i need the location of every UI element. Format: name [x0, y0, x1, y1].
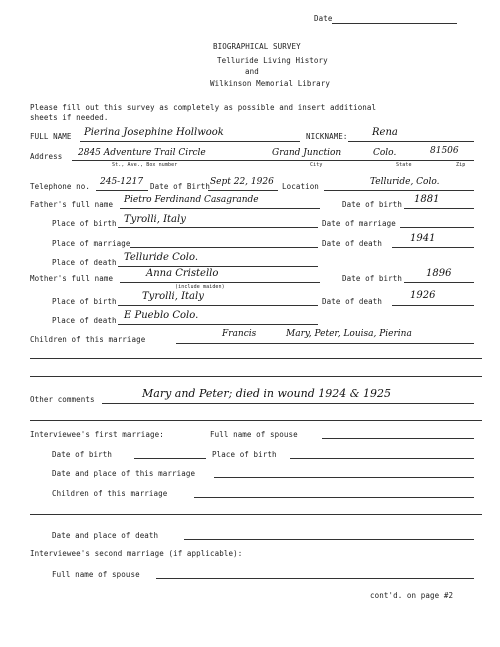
- nickname-label: NICKNAME:: [306, 132, 348, 141]
- date-label: Date: [314, 14, 333, 23]
- father-pom-line: [130, 247, 318, 248]
- nickname-line: [348, 141, 474, 142]
- father-name-line: [120, 208, 320, 209]
- comments-line-1: [102, 403, 474, 404]
- address-label: Address: [30, 152, 63, 161]
- spouse-dob-line: [134, 458, 206, 459]
- street-value[interactable]: 2845 Adventure Trail Circle: [78, 148, 206, 158]
- father-pod-line: [118, 266, 318, 267]
- form-title: BIOGRAPHICAL SURVEY: [213, 42, 301, 51]
- marriage-children-label: Children of this marriage: [52, 489, 168, 498]
- mother-name-line: [120, 282, 320, 283]
- spouse-dob-label: Date of birth: [52, 450, 112, 459]
- spouse-pob-label: Place of birth: [212, 450, 277, 459]
- spouse-pob-line: [290, 458, 474, 459]
- form-subtitle-3: Wilkinson Memorial Library: [210, 79, 330, 88]
- spouse-death-label: Date and place of death: [52, 531, 159, 540]
- children-line-3: [30, 376, 482, 377]
- address-sublabel: St., Ave., Box number: [112, 162, 178, 168]
- mother-dod-line: [392, 305, 474, 306]
- father-dod-line: [392, 247, 474, 248]
- father-dom-label: Date of marriage: [322, 219, 396, 228]
- children-line-1: [176, 343, 474, 344]
- mother-pob-label: Place of birth: [52, 297, 117, 306]
- children-value-1[interactable]: Francis: [222, 329, 257, 339]
- full-name-value[interactable]: Pierina Josephine Hollwook: [84, 127, 224, 138]
- father-dob-line: [404, 208, 474, 209]
- mother-dob-label: Date of birth: [342, 274, 402, 283]
- second-marriage-label: Interviewee's second marriage (if applicable):: [30, 549, 243, 558]
- first-marriage-label: Interviewee's first marriage:: [30, 430, 164, 439]
- children-value-2[interactable]: Mary, Peter, Louisa, Pierina: [286, 329, 412, 339]
- marriage-date-place-label: Date and place of this marriage: [52, 469, 196, 478]
- father-dod-label: Date of death: [322, 239, 382, 248]
- date-line: [332, 23, 457, 24]
- marriage-date-place-line: [214, 477, 474, 478]
- father-pod-label: Place of death: [52, 258, 117, 267]
- instructions-line-2: sheets if needed.: [30, 113, 109, 122]
- birth-date-label: Date of Birth: [150, 182, 210, 191]
- zip-sublabel: Zip: [456, 162, 466, 168]
- full-name-line: [80, 141, 300, 142]
- mother-name-value[interactable]: Anna Cristello: [146, 268, 219, 279]
- telephone-line: [96, 190, 148, 191]
- spouse-death-line: [184, 539, 474, 540]
- father-name-value[interactable]: Pietro Ferdinand Casagrande: [124, 195, 259, 205]
- mother-pod-line: [118, 324, 318, 325]
- mother-pod-label: Place of death: [52, 316, 117, 325]
- form-subtitle-1: Telluride Living History: [217, 56, 328, 65]
- father-dod-value[interactable]: 1941: [410, 233, 436, 244]
- city-value[interactable]: Grand Junction: [272, 148, 342, 158]
- father-pob-line: [118, 227, 318, 228]
- spouse2-name-line: [156, 578, 474, 579]
- zip-value[interactable]: 81506: [430, 146, 459, 156]
- father-pom-label: Place of marriage: [52, 239, 131, 248]
- form-subtitle-2: and: [245, 67, 259, 76]
- father-dob-label: Date of birth: [342, 200, 402, 209]
- mother-dod-label: Date of death: [322, 297, 382, 306]
- marriage-children-line-2: [30, 514, 482, 515]
- birth-date-line: [208, 190, 278, 191]
- children-line-2: [30, 358, 482, 359]
- mother-pob-value[interactable]: Tyrolli, Italy: [142, 291, 204, 302]
- father-pob-label: Place of birth: [52, 219, 117, 228]
- father-dom-line: [400, 227, 474, 228]
- mother-dod-value[interactable]: 1926: [410, 290, 436, 301]
- mother-name-label: Mother's full name: [30, 274, 114, 283]
- continued-note: cont'd. on page #2: [370, 591, 454, 600]
- location-label: Location: [282, 182, 319, 191]
- spouse-name-label: Full name of spouse: [210, 430, 298, 439]
- location-line: [324, 190, 474, 191]
- father-dob-value[interactable]: 1881: [414, 194, 440, 205]
- comments-value[interactable]: Mary and Peter; died in wound 1924 & 1925: [142, 387, 392, 400]
- state-sublabel: State: [396, 162, 412, 168]
- mother-dob-line: [404, 282, 474, 283]
- father-name-label: Father's full name: [30, 200, 114, 209]
- birth-date-value[interactable]: Sept 22, 1926: [210, 177, 274, 187]
- spouse-name-line: [322, 438, 474, 439]
- nickname-value[interactable]: Rena: [372, 127, 398, 138]
- city-sublabel: City: [310, 162, 323, 168]
- father-pob-value[interactable]: Tyrolli, Italy: [124, 214, 186, 225]
- mother-pob-line: [118, 305, 318, 306]
- state-value[interactable]: Colo.: [373, 148, 397, 158]
- mother-dob-value[interactable]: 1896: [426, 268, 452, 279]
- children-label: Children of this marriage: [30, 335, 146, 344]
- father-pod-value[interactable]: Telluride Colo.: [124, 252, 199, 263]
- full-name-label: FULL NAME: [30, 132, 72, 141]
- telephone-label: Telephone no.: [30, 182, 90, 191]
- instructions-line-1: Please fill out this survey as completely as possible and insert additional: [30, 103, 377, 112]
- comments-line-2: [30, 420, 482, 421]
- address-line: [72, 160, 474, 161]
- maiden-note: (include maiden): [175, 284, 225, 290]
- mother-pod-value[interactable]: E Pueblo Colo.: [124, 310, 199, 321]
- other-comments-label: Other comments: [30, 395, 95, 404]
- spouse2-name-label: Full name of spouse: [52, 570, 140, 579]
- marriage-children-line-1: [194, 497, 474, 498]
- telephone-value[interactable]: 245-1217: [100, 177, 144, 187]
- location-value[interactable]: Telluride, Colo.: [370, 177, 440, 187]
